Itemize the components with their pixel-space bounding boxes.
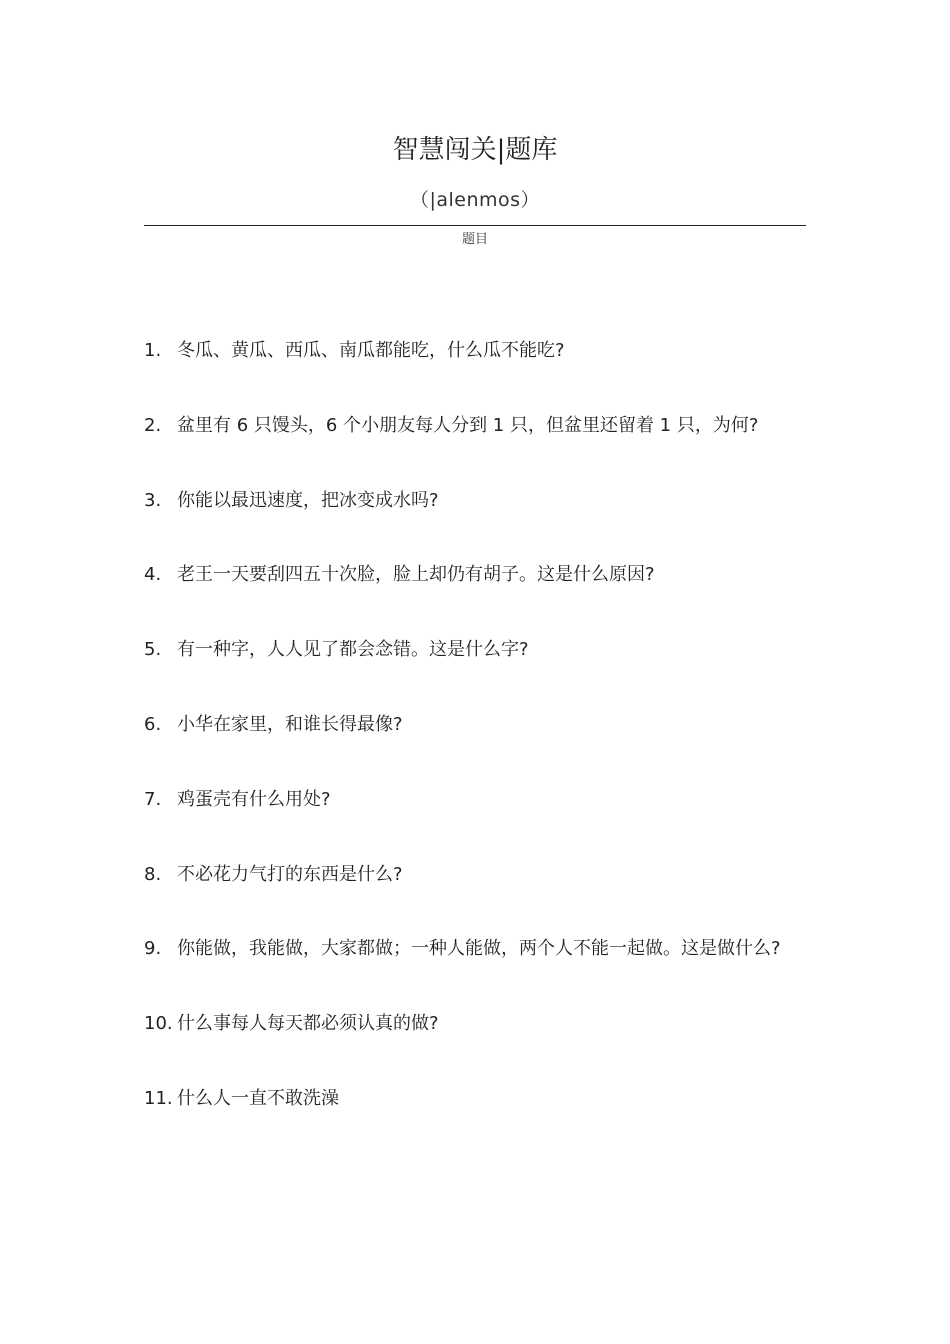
- header-divider: [144, 225, 806, 226]
- question-number: 2.: [144, 414, 162, 436]
- list-item: [144, 1007, 806, 1041]
- list-item: [144, 334, 806, 368]
- list-item: [144, 558, 806, 592]
- list-item: [144, 708, 806, 742]
- question-number: 8.: [144, 863, 162, 885]
- question-text: 什么事每人每天都必须认真的做?: [177, 1013, 439, 1035]
- page-title: 智慧闯关|题库: [392, 135, 558, 165]
- question-number: 3.: [144, 489, 162, 511]
- question-number: 5.: [144, 639, 162, 661]
- page-subtitle: （|alenmos）: [409, 189, 541, 211]
- question-number: 4.: [144, 564, 162, 586]
- question-number: 11.: [144, 1087, 173, 1109]
- list-item: [144, 633, 806, 667]
- list-item: [144, 924, 806, 974]
- question-number: 7.: [144, 788, 162, 810]
- question-text: 不必花力气打的东西是什么?: [177, 863, 403, 885]
- question-text: 鸡蛋壳有什么用处?: [177, 788, 331, 810]
- question-number: 9.: [144, 938, 162, 960]
- list-item: [144, 484, 806, 518]
- question-text: 有一种字，人人见了都会念错。这是什么字?: [177, 639, 529, 661]
- question-list: [144, 334, 806, 1157]
- list-item: [144, 858, 806, 892]
- question-text: 老王一天要刮四五十次脸，脸上却仍有胡子。这是什么原因?: [177, 564, 655, 586]
- list-item: [144, 1082, 806, 1116]
- question-text: 小华在家里，和谁长得最像?: [177, 713, 403, 735]
- question-text: 你能做，我能做，大家都做；一种人能做，两个人不能一起做。这是做什么?: [177, 938, 781, 960]
- list-item: [144, 783, 806, 817]
- section-label: 题目: [461, 232, 488, 247]
- question-text: 你能以最迅速度，把冰变成水吗?: [177, 489, 439, 511]
- question-number: 1.: [144, 340, 162, 361]
- question-number: 10.: [144, 1013, 173, 1035]
- question-text: 盆里有 6 只馒头，6 个小朋友每人分到 1 只，但盆里还留着 1 只，为何?: [177, 414, 759, 436]
- question-text: 冬瓜、黄瓜、西瓜、南瓜都能吃，什么瓜不能吃?: [177, 340, 565, 361]
- list-item: [144, 409, 806, 443]
- question-text: 什么人一直不敢洗澡: [177, 1087, 339, 1109]
- question-number: 6.: [144, 713, 162, 735]
